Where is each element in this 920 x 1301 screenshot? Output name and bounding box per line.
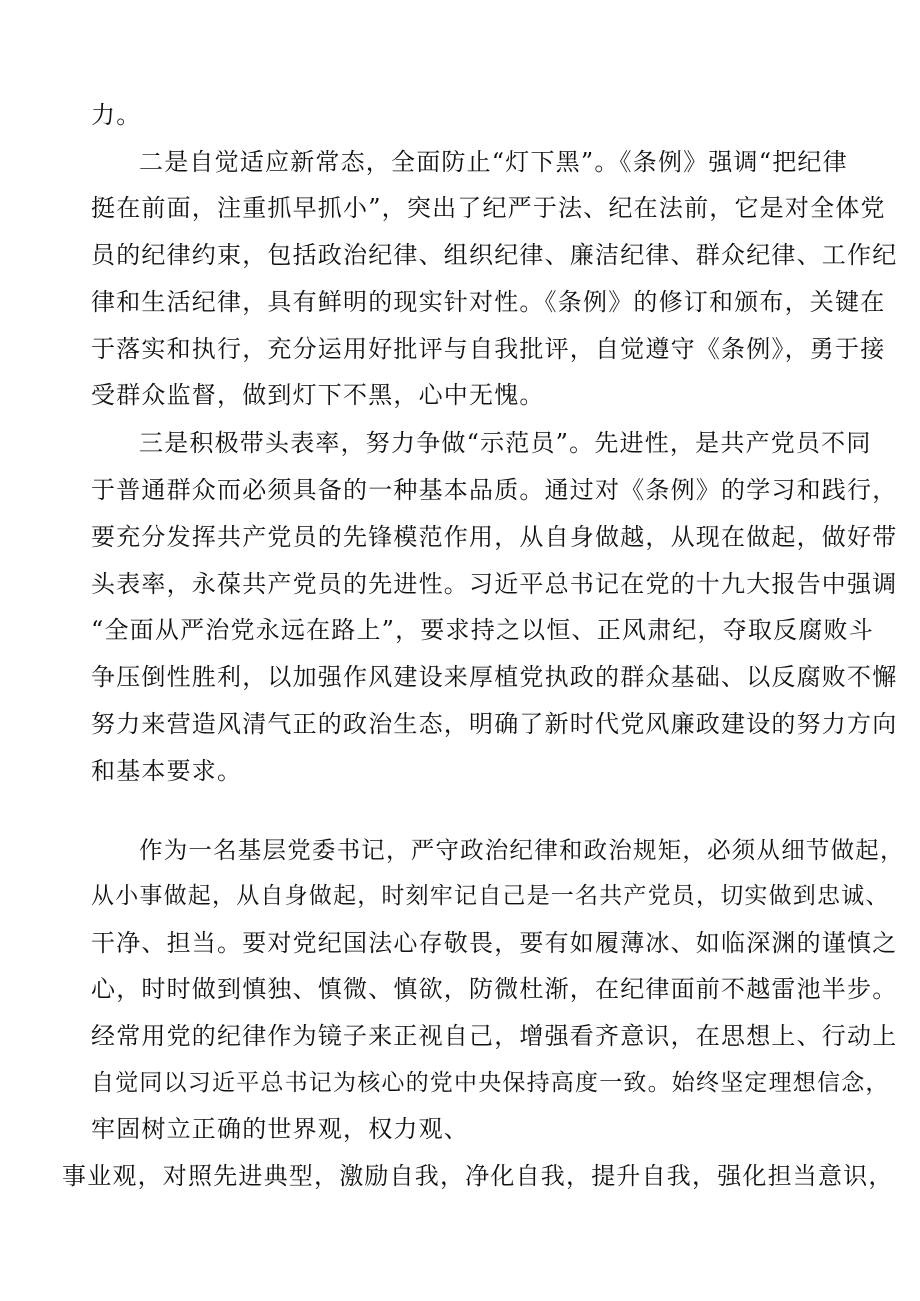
text-line: 挺在前面，注重抓早抓小”，突出了纪严于法、纪在法前，它是对全体党 — [91, 194, 886, 222]
text-line: 和基本要求。 — [91, 757, 243, 785]
text-line: 从小事做起，从自身做起，时刻牢记自己是一名共产党员，切实做到忠诚、 — [91, 883, 890, 909]
text-line: “全面从严治党永远在路上”，要求持之以恒、正风肃纪，夺取反腐败斗 — [91, 616, 874, 644]
text-line: 牢固树立正确的世界观，权力观、 — [91, 1115, 469, 1143]
text-line: 于落实和执行，充分运用好批评与自我批评，自觉遵守《条例》，勇于接 — [91, 335, 886, 363]
text-line: 要充分发挥共产党员的先锋模范作用，从自身做越，从现在做起，做好带 — [91, 523, 898, 551]
text-line: 力。 — [91, 101, 142, 129]
text-line: 自觉同以习近平总书记为核心的党中央保持高度一致。始终坚定理想信念， — [91, 1070, 890, 1096]
paragraph-first-line: 二是自觉适应新常态，全面防止“灯下黑”。《条例》强调“把纪律 — [139, 148, 848, 176]
text-line: 经常用党的纪律作为镜子来正视自己，增强看齐意识，在思想上、行动上 — [91, 1022, 898, 1050]
paragraph-first-line: 三是积极带头表率，努力争做“示范员”。先进性，是共产党员不同 — [139, 429, 872, 457]
text-line: 头表率，永葆共产党员的先进性。习近平总书记在党的十九大报告中强调 — [91, 570, 898, 598]
text-line: 事业观，对照先进典型，激励自我，净化自我，提升自我，强化担当意识， — [62, 1162, 894, 1190]
text-line: 员的纪律约束，包括政治纪律、组织纪律、廉洁纪律、群众纪律、工作纪 — [91, 241, 898, 269]
text-line: 于普通群众而必须具备的一种基本品质。通过对《条例》的学习和践行， — [91, 476, 898, 504]
text-line: 律和生活纪律，具有鲜明的现实针对性。《条例》的修订和颁布，关键在 — [91, 288, 886, 316]
text-line: 受群众监督，做到灯下不黑，心中无愧。 — [91, 381, 545, 409]
text-line: 争压倒性胜利，以加强作风建设来厚植党执政的群众基础、以反腐败不懈 — [91, 663, 898, 691]
text-line: 努力来营造风清气正的政治生态，明确了新时代党风廉政建设的努力方向 — [91, 710, 898, 738]
text-line: 心，时时做到慎独、慎微、慎欲，防微杜渐，在纪律面前不越雷池半步。 — [91, 975, 898, 1003]
text-line: 干净、担当。要对党纪国法心存敬畏，要有如履薄冰、如临深渊的谨慎之 — [91, 929, 898, 957]
paragraph-first-line: 作为一名基层党委书记，严守政治纪律和政治规矩，必须从细节做起， — [139, 836, 905, 864]
